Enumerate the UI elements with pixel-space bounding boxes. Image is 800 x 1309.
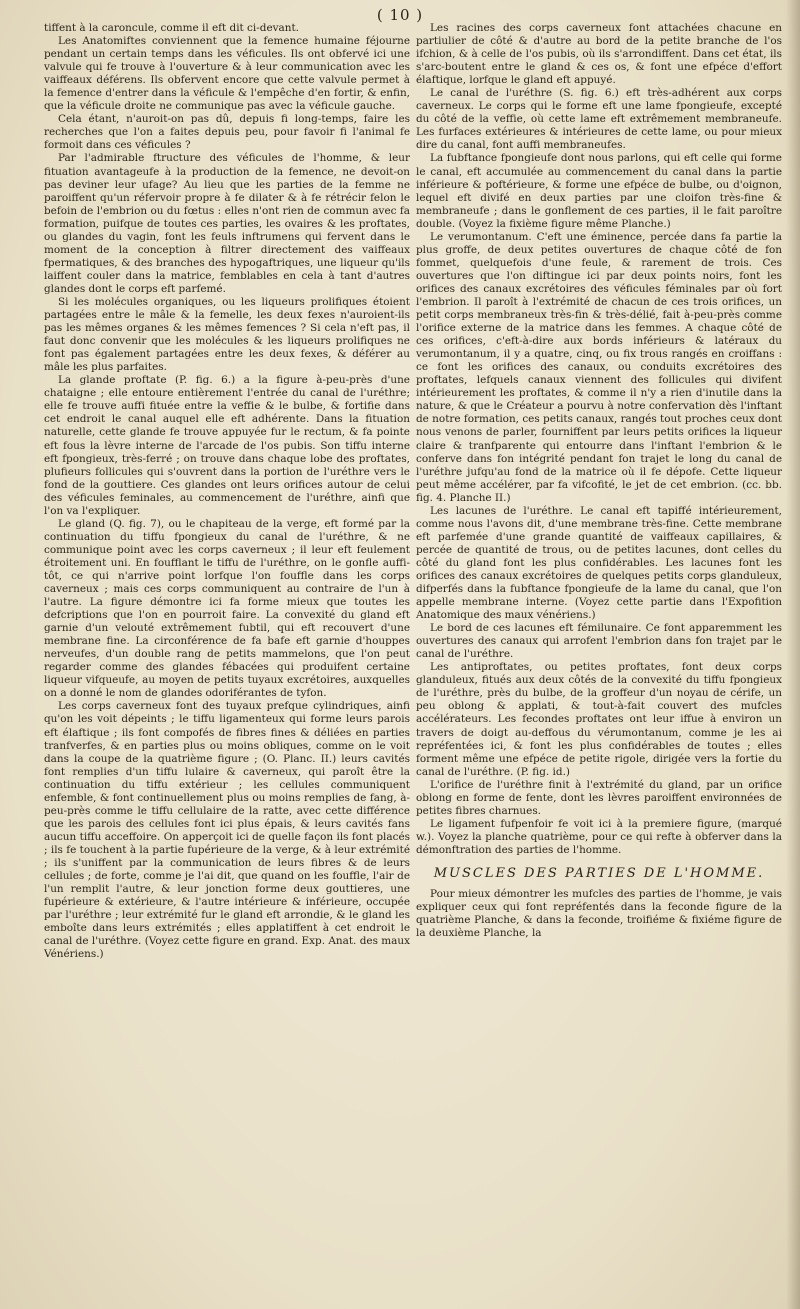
paragraph: La glande proftate (P. fig. 6.) a la figure à-peu-près d'une chataigne ; elle entoure entièrement l'entrée du canal de l'uréthre; elle fe trouve auffi fituée entre la veffie & le bulbe, & fortifie dans cet endroit le canal auquel elle eft adhérente. Dans la fituation naturelle, cette glande fe trouve appuyée fur le rectum, & fa pointe eft fous la lèvre interne de l'arcade de l'os pubis. Son tiffu interne eft fpongieux, très-ferré ; on trouve dans chaque lobe des proftates, plufieurs follicules qui s'ouvrent dans la portion de l'uréthre vers le fond de la gouttiere. Ces glandes ont leurs orifices autour de celui des véficules feminales, au commencement de l'uréthre, ainfi que l'on va l'expliquer. (44, 374, 410, 517)
paragraph: Par l'admirable ftructure des véficules de l'homme, & leur fituation avantageufe à la production de la femence, ne devoit-on pas deviner leur ufage? Au lieu que les parties de la femme ne paroiffent qu'un réfervoir propre à fe dilater & à fe rétrécir felon le befoin de l'embrion ou du fœtus : elles n'ont rien de commun avec fa formation, puifque de toutes ces parties, les ovaires & les proftates, ou glandes du vagin, font les feuls inftrumens qui fervent dans le moment de la conception à filtrer directement des vaiffeaux fpermatiques, & des branches des hypogaftriques, une liqueur qu'ils laiffent couler dans la matrice, femblables en cela à tant d'autres glandes dont le corps eft parfemé. (44, 152, 410, 295)
section-heading: MUSCLES DES PARTIES DE L'HOMME. (433, 866, 765, 881)
paragraph: tiffent à la caroncule, comme il eft dit ci-devant. (44, 22, 299, 34)
page-number: ( 10 ) (376, 6, 424, 24)
paragraph: Le gland (Q. fig. 7), ou le chapiteau de la verge, eft formé par la continuation du tiffu fpongieux du canal de l'uréthre, & ne communique point avec les corps caverneux ; il leur eft feulement étroitement uni. En foufflant le tiffu de l'uréthre, on le gonfle auffi-tôt, ce qui n'arrive point lorfque l'on fouffle dans les corps caverneux ; mais ces corps communiquent au contraire de l'un à l'autre. La figure démontre ici fa forme mieux que toutes les defcriptions que l'on en pourroit faire. La convexité du gland eft garnie d'un velouté extrêmement fubtil, qui eft recouvert d'une membrane fine. La circonférence de fa bafe eft garnie d'houppes nerveufes, d'un double rang de petits mammelons, que l'on peut regarder comme des glandes fébacées qui produifent certaine liqueur vifqueufe, au moyen de petits tuyaux excrétoires, auxquelles on a donné le nom de glandes odoriférantes de tyfon. (44, 517, 410, 700)
paragraph: Si les molécules organiques, ou les liqueurs prolifiques étoient partagées entre le mâle & la femelle, les deux fexes n'auroient-ils pas les mêmes organes & les mêmes femences ? Si cela n'eft pas, il faut donc convenir que les molécules & les liqueurs prolifiques ne font pas également partagées entre les deux fexes, & déférer au mâle les plus parfaites. (44, 295, 410, 374)
paragraph: Le verumontanum. C'eft une éminence, percée dans fa partie la plus groffe, de deux petites ouvertures de chaque côté de fon fommet, quelquefois d'une feule, & rarement de trois. Ces ouvertures que l'on diftingue ici par deux points noirs, font les orifices des canaux excrétoires des véficules féminales par où fort l'embrion. Il paroît à l'extrémité de chacun de ces trois orifices, un petit corps membraneux très-fin & très-délié, fait à-peu-près comme l'orifice externe de la matrice dans les femmes. A chaque côté de ces orifices, c'eft-à-dire aux bords inférieurs & latéraux du verumontanum, il y a quatre, cinq, ou fix trous rangés en croiffans : ce font les orifices des canaux, ou conduits excrétoires des proftates, lefquels canaux viennent des follicules qui divifent intérieurement les proftates, & comme il n'y a rien d'inutile dans la nature, & que le Créateur a pourvu à notre confervation dès l'inftant de notre formation, ces petits canaux, rangés tout proches ceux dont nous venons de parler, fourniffent par leurs petits orifices la liqueur claire & tranfparente qui entourre dans l'inftant l'embrion & le conferve dans fon intégrité pendant fon trajet le long du canal de l'uréthre jufqu'au fond de la matrice où il fe dépofe. Cette liqueur peut même accélérer, par fa vifcofité, le jet de cet embrion. (cc. bb. fig. 4. Planche II.) (416, 230, 782, 504)
paragraph: Les lacunes de l'uréthre. Le canal eft tapiffé intérieurement, comme nous l'avons dit, d'une membrane très-fine. Cette membrane eft parfemée d'une grande quantité de vaiffeaux capillaires, & percée de quantité de trous, ou de petites lacunes, dont celles du côté du gland font les plus confidérables. Les lacunes font les orifices des canaux excrétoires de quelques petits corps glanduleux, difperfés dans la fubftance fpongieufe de la lame du canal, que l'on appelle membrane interne. (Voyez cette partie dans l'Expofition Anatomique des maux vénériens.) (416, 504, 782, 622)
paragraph: Les Anatomiftes conviennent que la femence humaine féjourne pendant un certain temps dans les véficules. Ils ont obfervé ici une valvule qui fe trouve à l'ouverture & à leur communication avec les vaiffeaux déférens. Ils obfervent encore que cette valvule permet à la femence d'entrer dans la véficule & l'empêche d'en fortir, & enfin, que la véficule droite ne communique pas avec la véficule gauche. (44, 35, 410, 113)
left-column (44, 22, 410, 961)
paragraph: La fubftance fpongieufe dont nous parlons, qui eft celle qui forme le canal, eft accumulée au commencement du canal dans la partie inférieure & poftérieure, & forme une efpéce de bulbe, ou d'oignon, lequel eft divifé en deux parties par une cloifon très-fine & membraneufe ; dans le gonflement de ces parties, il le fait paroître double. (Voyez la fixième figure même Planche.) (416, 152, 782, 230)
paragraph: Le canal de l'uréthre (S. fig. 6.) eft très-adhérent aux corps caverneux. Le corps qui le forme eft une lame fpongieufe, excepté du côté de la veffie, où cette lame eft extrêmement membraneufe. Les furfaces extérieures & intérieures de cette lame, ou pour mieux dire du canal, font auffi membraneufes. (416, 87, 782, 152)
paragraph: Le bord de ces lacunes eft fémilunaire. Ce font apparemment les ouvertures des canaux qui arrofent l'embrion dans fon trajet par le canal de l'uréthre. (416, 622, 782, 661)
paragraph: Cela étant, n'auroit-on pas dû, depuis fi long-temps, faire les recherches que l'on a faites depuis peu, pour favoir fi l'animal fe formoit dans ces véficules ? (44, 113, 410, 152)
paragraph: Pour mieux démontrer les mufcles des parties de l'homme, je vais expliquer ceux qui font repréfentés dans la feconde figure de la quatrième Planche, & dans la feconde, troifiéme & fixiéme figure de la deuxième Planche, la (416, 888, 782, 940)
paragraph: Le ligament fufpenfoir fe voit ici à la premiere figure, (marqué w.). Voyez la planche quatrième, pour ce qui refte à obferver dans la démonftration des parties de l'homme. (416, 817, 782, 856)
paragraph: Les antiproftates, ou petites proftates, font deux corps glanduleux, fitués aux deux côtés de la convexité du tiffu fpongieux de l'uréthre, près du bulbe, de la groffeur d'un noyau de cérife, un peu oblong & applati, & tout-à-fait couvert des mufcles accélérateurs. Les fecondes proftates ont leur iffue à environ un travers de doigt au-deffous du vérumontanum, comme je les ai repréfentées ici, & font les plus confidérables de toutes ; elles forment même une efpéce de petite rigole, dirigée vers la fortie du canal de l'uréthre. (P. fig. id.) (416, 661, 782, 778)
paragraph: Les racines des corps caverneux font attachées chacune en partiulier de côté & d'autre au bord de la petite branche de l'os ifchion, & à celle de l'os pubis, où ils s'arrondiffent. Dans cet état, ils s'arc-boutent entre le gland & ces os, & font une efpéce d'effort élaftique, lorfque le gland eft appuyé. (416, 22, 782, 87)
right-column (416, 22, 782, 940)
page-edge-shadow (786, 0, 800, 1309)
paragraph: Les corps caverneux font des tuyaux prefque cylindriques, ainfi qu'on les voit dépeints ; le tiffu ligamenteux qui forme leurs parois eft élaftique ; ils font compofés de fibres fines & déliées en parties tranfverfes, & en parties plus ou moins obliques, comme on le voit dans la coupe de la quatrième figure ; (O. Planc. II.) leurs cavités font remplies d'un tiffu lulaire & caverneux, qui paroît être la continuation du tiffu extérieur ; les cellules communiquent enfemble, & font continuellement plus ou moins remplies de fang, à-peu-près comme le tiffu cellulaire de la ratte, avec cette différence que les parois des cellules font ici plus épais, & leurs cavités fans aucun tiffu acceffoire. On apperçoit ici de quelle façon ils font placés ; ils fe touchent à la partie fupérieure de la verge, & à leur extrémité ; ils s'uniffent par la communication de leurs fibres & de leurs cellules ; de forte, comme je l'ai dit, que quand on les fouffle, l'air de l'un remplit l'autre, & leur jonction forme deux gouttieres, une fupérieure & extérieure, & l'autre intérieure & inférieure, occupée par l'uréthre ; leur extrémité fur le gland eft arrondie, & le gland les emboîte dans leurs extrémités ; elles applatiffent à cet endroit le canal de l'uréthre. (Voyez cette figure en grand. Exp. Anat. des maux Vénériens.) (44, 700, 410, 961)
paragraph: L'orifice de l'uréthre finit à l'extrémité du gland, par un orifice oblong en forme de fente, dont les lèvres paroiffent environnées de petites fibres charnues. (416, 778, 782, 817)
